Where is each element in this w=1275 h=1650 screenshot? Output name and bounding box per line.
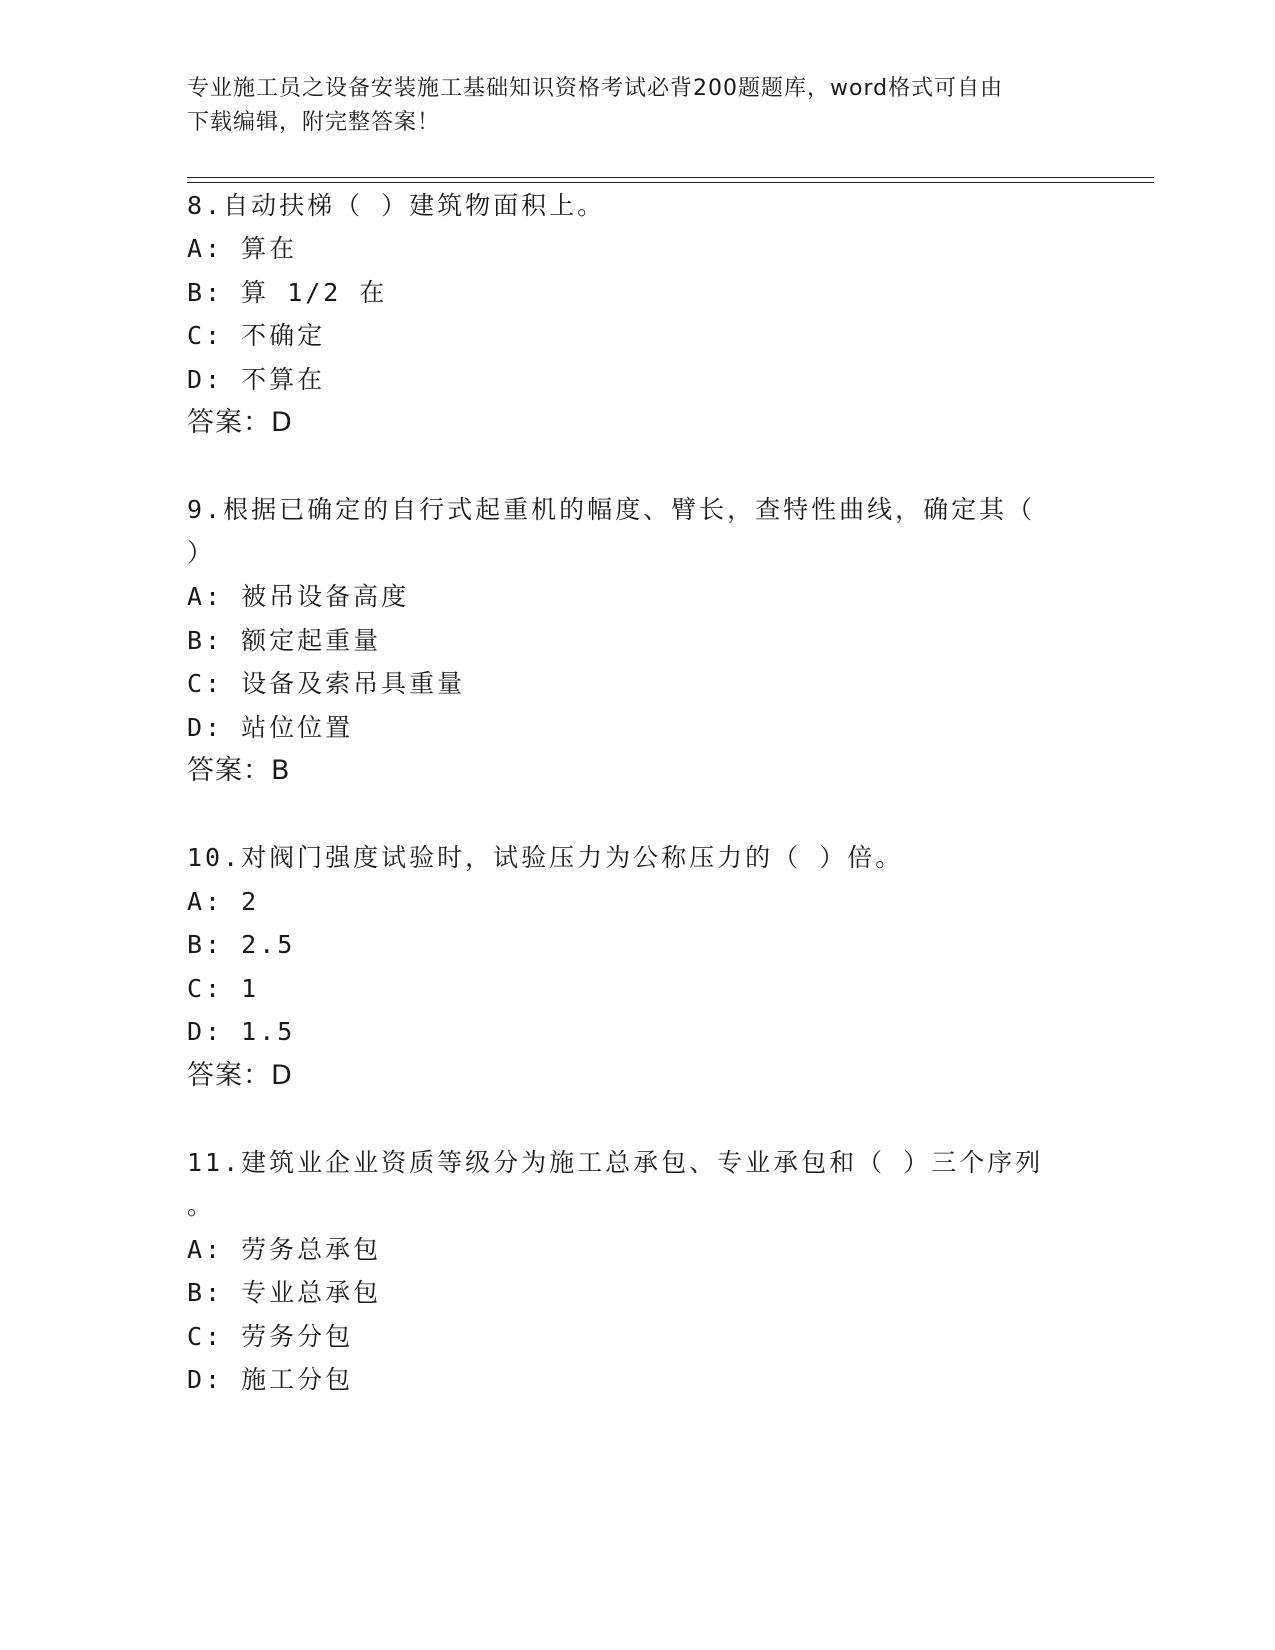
question-10-option-a: A: 2 <box>187 887 260 916</box>
question-11-option-a: A: 劳务总承包 <box>187 1235 382 1264</box>
question-11-option-d: D: 施工分包 <box>187 1365 354 1394</box>
header-line-2: 下载编辑，附完整答案！ <box>187 110 441 135</box>
document-header <box>187 72 1087 140</box>
question-9-option-c: C: 设备及索吊具重量 <box>187 669 466 698</box>
question-8-option-a: A: 算在 <box>187 234 298 263</box>
question-8-option-d: D: 不算在 <box>187 365 326 394</box>
question-10-answer: 答案：D <box>187 1060 293 1091</box>
question-9-option-a: A: 被吊设备高度 <box>187 582 410 611</box>
header-divider-bottom <box>187 182 1154 183</box>
question-11-option-c: C: 劳务分包 <box>187 1322 354 1351</box>
question-9-answer: 答案：B <box>187 755 291 786</box>
header-line-1: 专业施工员之设备安装施工基础知识资格考试必背200题题库，word格式可自由 <box>187 76 1004 101</box>
question-8-option-b: B: 算 1/2 在 <box>187 278 388 307</box>
question-10-stem: 10.对阀门强度试验时，试验压力为公称压力的（ ）倍。 <box>187 843 904 872</box>
question-8-answer: 答案：D <box>187 407 293 438</box>
question-11-option-b: B: 专业总承包 <box>187 1278 382 1307</box>
question-11-stem: 11.建筑业企业资质等级分为施工总承包、专业承包和（ ）三个序列 <box>187 1148 1044 1177</box>
question-10-option-d: D: 1.5 <box>187 1017 296 1046</box>
question-8-option-c: C: 不确定 <box>187 321 326 350</box>
question-10-option-b: B: 2.5 <box>187 930 296 959</box>
question-9-stem-continued: ） <box>187 538 216 567</box>
question-8-stem: 8.自动扶梯（ ）建筑物面积上。 <box>187 191 606 220</box>
question-9-option-b: B: 额定起重量 <box>187 626 382 655</box>
question-11-stem-continued: 。 <box>187 1191 216 1220</box>
question-10-option-c: C: 1 <box>187 974 260 1003</box>
question-9-stem: 9.根据已确定的自行式起重机的幅度、臂长，查特性曲线，确定其（ <box>187 495 1036 524</box>
question-9-option-d: D: 站位位置 <box>187 713 354 742</box>
header-divider-top <box>187 177 1154 178</box>
